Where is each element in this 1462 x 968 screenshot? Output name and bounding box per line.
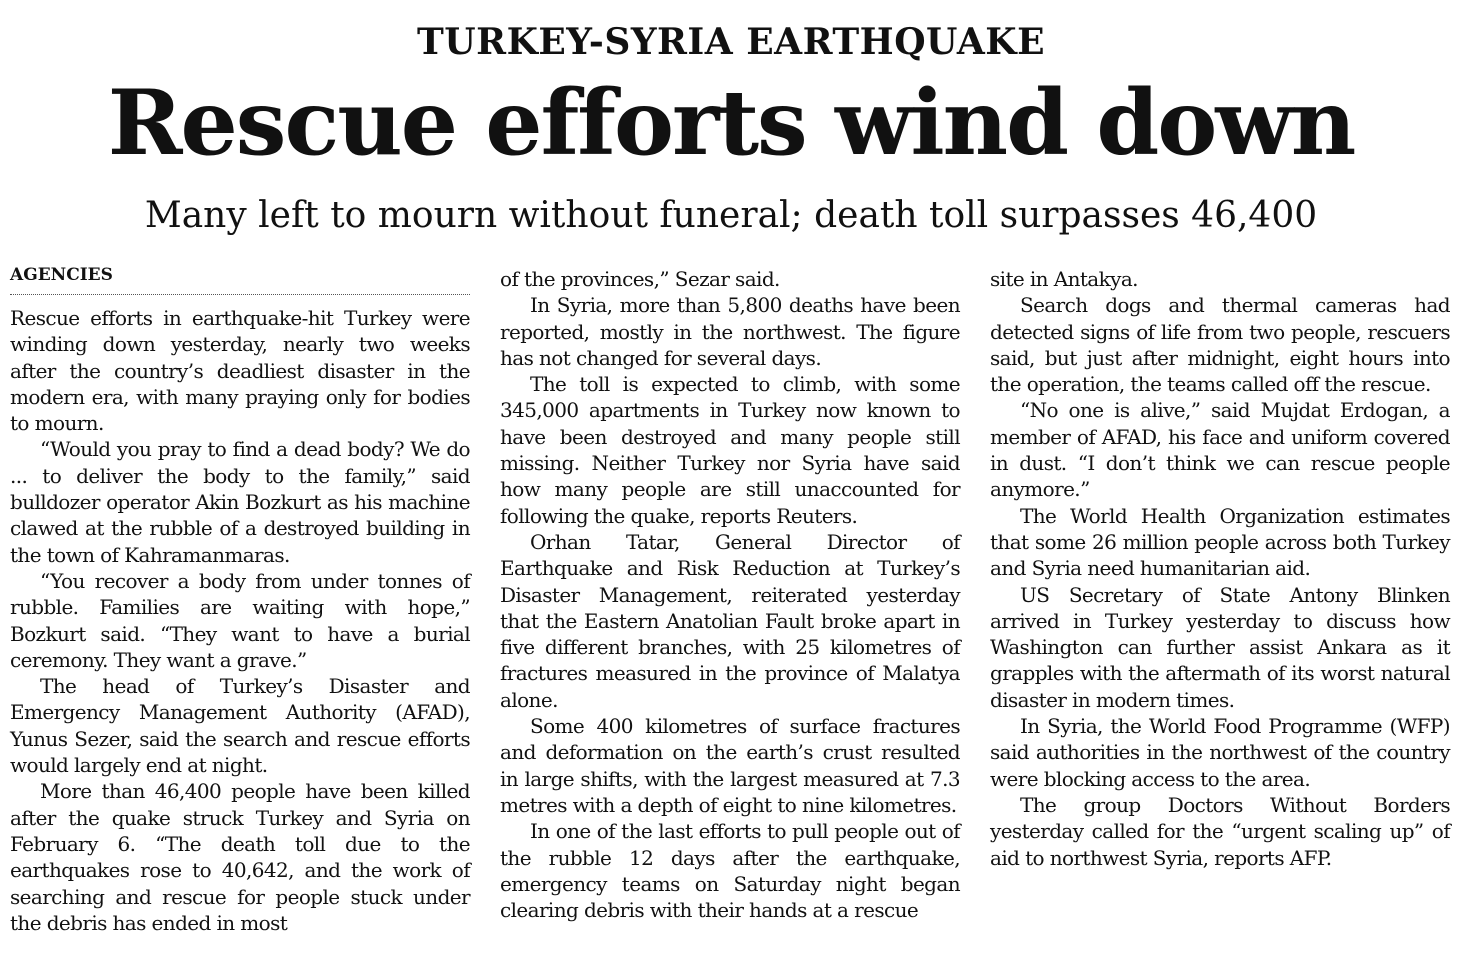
column-3 [990, 266, 1450, 871]
paragraph: “Would you pray to find a dead body? We do ... to deliver the body to the family,” said bulldozer operator Akin Bozkurt as his machine clawed at the rubble of a destroyed building in the town of Kahramanmaras. [10, 437, 470, 567]
paragraph: The group Doctors Without Borders yesterday called for the “urgent scaling up” of aid to northwest Syria, reports AFP. [990, 792, 1450, 870]
paragraph: site in Antakya. [990, 267, 1138, 291]
paragraph: In Syria, more than 5,800 deaths have been reported, mostly in the northwest. The figure has not changed for several days. [500, 293, 960, 370]
paragraph: “No one is alive,” said Mujdat Erdogan, a member of AFAD, his face and uniform covered in dust. “I don’t think we can rescue people anymore.” [990, 398, 1450, 502]
kicker: TURKEY-SYRIA EARTHQUAKE [416, 21, 1046, 63]
paragraph: In Syria, the World Food Programme (WFP) said authorities in the northwest of the country were blocking access to the area. [990, 714, 1450, 791]
paragraph: More than 46,400 people have been killed after the quake struck Turkey and Syria on February 6. “The death toll due to the earthquakes rose to 40,642, and the work of searching and rescue for people stuck under the debris has ended in most [10, 779, 470, 935]
paragraph: “You recover a body from under tonnes of rubble. Families are waiting with hope,” Bozkurt said. “They want to have a burial ceremony. They want a grave.” [10, 568, 470, 672]
paragraph: The toll is expected to climb, with some 345,000 apartments in Turkey now known to have been destroyed and many people still missing. Neither Turkey nor Syria have said how many people are still unaccounted for following the quake, reports Reuters. [500, 372, 960, 528]
paragraph: In one of the last efforts to pull people out of the rubble 12 days after the earthquake, emergency teams on Saturday night began clearing debris with their hands at a rescue [500, 819, 960, 923]
deck: Many left to mourn without funeral; death toll surpasses 46,400 [144, 195, 1318, 236]
paragraph: US Secretary of State Antony Blinken arrived in Turkey yesterday to discuss how Washington can further assist Ankara as it grapples with the aftermath of its worst natural disaster in modern times. [990, 582, 1450, 712]
paragraph: Orhan Tatar, General Director of Earthquake and Risk Reduction at Turkey’s Disaster Management, reiterated yesterday that the Eastern Anatolian Fault broke apart in five different branches, with 25 kilometres of fractures measured in the province of Malatya alone. [500, 529, 960, 712]
paragraph: Search dogs and thermal cameras had detected signs of life from two people, rescuers said, but just after midnight, eight hours into the operation, the teams called off the rescue. [990, 293, 1450, 397]
paragraph: The World Health Organization estimates that some 26 million people across both Turkey and Syria need humanitarian aid. [990, 503, 1450, 581]
byline: AGENCIES [10, 262, 470, 295]
paragraph: of the provinces,” Sezar said. [500, 267, 780, 291]
paragraph: Rescue efforts in earthquake-hit Turkey were winding down yesterday, nearly two weeks after the country’s deadliest disaster in the modern era, with many praying only for bodies to mourn. [10, 306, 470, 436]
paragraph: Some 400 kilometres of surface fractures and deformation on the earth’s crust resulted in large shifts, with the largest measured at 7.3 metres with a depth of eight to nine kilometres. [500, 714, 960, 817]
column-2 [500, 266, 960, 923]
headline: Rescue efforts wind down [107, 70, 1355, 176]
column-1 [10, 262, 470, 936]
paragraph: The head of Turkey’s Disaster and Emergency Management Authority (AFAD), Yunus Sezer, said the search and rescue efforts would largely end at night. [10, 674, 470, 778]
